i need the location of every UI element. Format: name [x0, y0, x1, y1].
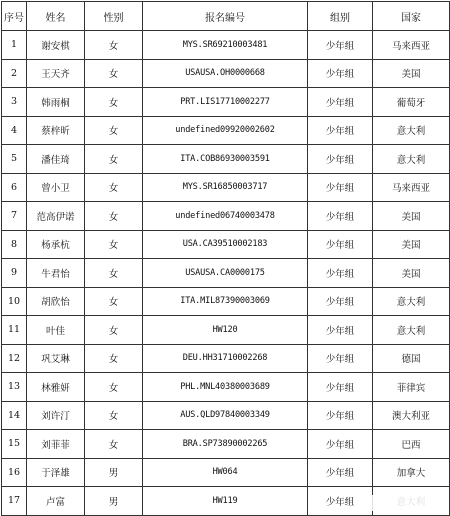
header-group: 组别	[308, 2, 373, 31]
cell-group: 少年组	[308, 88, 373, 117]
cell-group: 少年组	[308, 202, 373, 231]
table-row	[2, 401, 450, 430]
cell-gender: 女	[85, 401, 143, 430]
cell-country: 意大利	[373, 145, 450, 174]
cell-index: 6	[2, 173, 27, 202]
cell-gender: 女	[85, 430, 143, 459]
table-row	[2, 316, 450, 345]
cell-registration-id: HW120	[143, 316, 308, 345]
cell-group: 少年组	[308, 487, 373, 516]
cell-index: 17	[2, 487, 27, 516]
cell-registration-id: USA.CA39510002183	[143, 230, 308, 259]
cell-index: 10	[2, 287, 27, 316]
cell-group: 少年组	[308, 430, 373, 459]
table-row	[2, 59, 450, 88]
cell-index: 13	[2, 373, 27, 402]
cell-country: 意大利	[373, 287, 450, 316]
cell-registration-id: PHL.MNL40380003689	[143, 373, 308, 402]
table-row	[2, 173, 450, 202]
cell-country: 菲律宾	[373, 373, 450, 402]
cell-index: 15	[2, 430, 27, 459]
cell-index: 5	[2, 145, 27, 174]
cell-gender: 女	[85, 202, 143, 231]
cell-group: 少年组	[308, 287, 373, 316]
cell-index: 8	[2, 230, 27, 259]
cell-registration-id: MYS.SR16850003717	[143, 173, 308, 202]
cell-country: 马来西亚	[373, 173, 450, 202]
cell-index: 3	[2, 88, 27, 117]
cell-name: 林雅妍	[27, 373, 85, 402]
cell-gender: 女	[85, 31, 143, 60]
table-row	[2, 259, 450, 288]
cell-index: 9	[2, 259, 27, 288]
cell-registration-id: MYS.SR69210003481	[143, 31, 308, 60]
table-body	[2, 31, 450, 516]
cell-name: 谢安棋	[27, 31, 85, 60]
table-header	[2, 2, 450, 31]
cell-gender: 女	[85, 287, 143, 316]
cell-index: 4	[2, 116, 27, 145]
header-gender: 性别	[85, 2, 143, 31]
cell-name: 于泽雄	[27, 458, 85, 487]
cell-country: 美国	[373, 259, 450, 288]
table-row	[2, 116, 450, 145]
table-row	[2, 202, 450, 231]
cell-country: 德国	[373, 344, 450, 373]
cell-name: 潘佳琦	[27, 145, 85, 174]
cell-country: 美国	[373, 230, 450, 259]
header-index: 序号	[2, 2, 27, 31]
cell-index: 1	[2, 31, 27, 60]
cell-name: 巩艾琳	[27, 344, 85, 373]
cell-country: 澳大利亚	[373, 401, 450, 430]
cell-index: 2	[2, 59, 27, 88]
cell-name: 卢富	[27, 487, 85, 516]
cell-name: 曾小卫	[27, 173, 85, 202]
cell-registration-id: HW064	[143, 458, 308, 487]
cell-group: 少年组	[308, 173, 373, 202]
cell-index: 16	[2, 458, 27, 487]
cell-group: 少年组	[308, 344, 373, 373]
table-row	[2, 430, 450, 459]
table-row	[2, 287, 450, 316]
cell-index: 7	[2, 202, 27, 231]
table-row	[2, 344, 450, 373]
cell-name: 杨承杭	[27, 230, 85, 259]
cell-registration-id: HW119	[143, 487, 308, 516]
cell-gender: 女	[85, 230, 143, 259]
cell-gender: 女	[85, 145, 143, 174]
cell-registration-id: PRT.LIS17710002277	[143, 88, 308, 117]
header-row	[2, 2, 450, 31]
header-registration-id: 报名编号	[143, 2, 308, 31]
cell-gender: 女	[85, 116, 143, 145]
table-row	[2, 373, 450, 402]
cell-country: 意大利	[373, 116, 450, 145]
cell-registration-id: BRA.SP73890002265	[143, 430, 308, 459]
watermark-cover	[354, 495, 442, 511]
cell-country: 巴西	[373, 430, 450, 459]
cell-group: 少年组	[308, 116, 373, 145]
table-row	[2, 88, 450, 117]
cell-country: 意大利	[373, 316, 450, 345]
cell-country: 马来西亚	[373, 31, 450, 60]
cell-name: 胡欣怡	[27, 287, 85, 316]
cell-index: 14	[2, 401, 27, 430]
cell-index: 11	[2, 316, 27, 345]
cell-name: 刘许汀	[27, 401, 85, 430]
cell-registration-id: ITA.COB86930003591	[143, 145, 308, 174]
cell-registration-id: USAUSA.OH0000668	[143, 59, 308, 88]
cell-group: 少年组	[308, 401, 373, 430]
cell-registration-id: ITA.MIL87390003069	[143, 287, 308, 316]
cell-name: 范高伊诺	[27, 202, 85, 231]
cell-group: 少年组	[308, 59, 373, 88]
cell-gender: 男	[85, 487, 143, 516]
cell-country: 加拿大	[373, 458, 450, 487]
cell-gender: 女	[85, 173, 143, 202]
table-row	[2, 458, 450, 487]
cell-gender: 女	[85, 88, 143, 117]
cell-group: 少年组	[308, 230, 373, 259]
cell-registration-id: USAUSA.CA0000175	[143, 259, 308, 288]
cell-country: 美国	[373, 202, 450, 231]
cell-group: 少年组	[308, 458, 373, 487]
cell-name: 王天齐	[27, 59, 85, 88]
cell-group: 少年组	[308, 31, 373, 60]
cell-group: 少年组	[308, 259, 373, 288]
header-name: 姓名	[27, 2, 85, 31]
cell-gender: 女	[85, 259, 143, 288]
cell-registration-id: DEU.HH31710002268	[143, 344, 308, 373]
table-row	[2, 145, 450, 174]
cell-gender: 女	[85, 373, 143, 402]
cell-name: 韩雨桐	[27, 88, 85, 117]
cell-gender: 女	[85, 344, 143, 373]
cell-group: 少年组	[308, 316, 373, 345]
cell-name: 刘菲菲	[27, 430, 85, 459]
cell-country: 美国	[373, 59, 450, 88]
table-row	[2, 31, 450, 60]
cell-name: 叶佳	[27, 316, 85, 345]
header-country: 国家	[373, 2, 450, 31]
registration-table	[1, 1, 450, 516]
table-row	[2, 230, 450, 259]
cell-registration-id: undefined06740003478	[143, 202, 308, 231]
cell-gender: 男	[85, 458, 143, 487]
cell-country: 葡萄牙	[373, 88, 450, 117]
cell-registration-id: undefined09920002602	[143, 116, 308, 145]
cell-gender: 女	[85, 316, 143, 345]
cell-group: 少年组	[308, 373, 373, 402]
cell-gender: 女	[85, 59, 143, 88]
cell-index: 12	[2, 344, 27, 373]
cell-group: 少年组	[308, 145, 373, 174]
cell-name: 蔡梓昕	[27, 116, 85, 145]
cell-registration-id: AUS.QLD97840003349	[143, 401, 308, 430]
cell-name: 牛君怡	[27, 259, 85, 288]
